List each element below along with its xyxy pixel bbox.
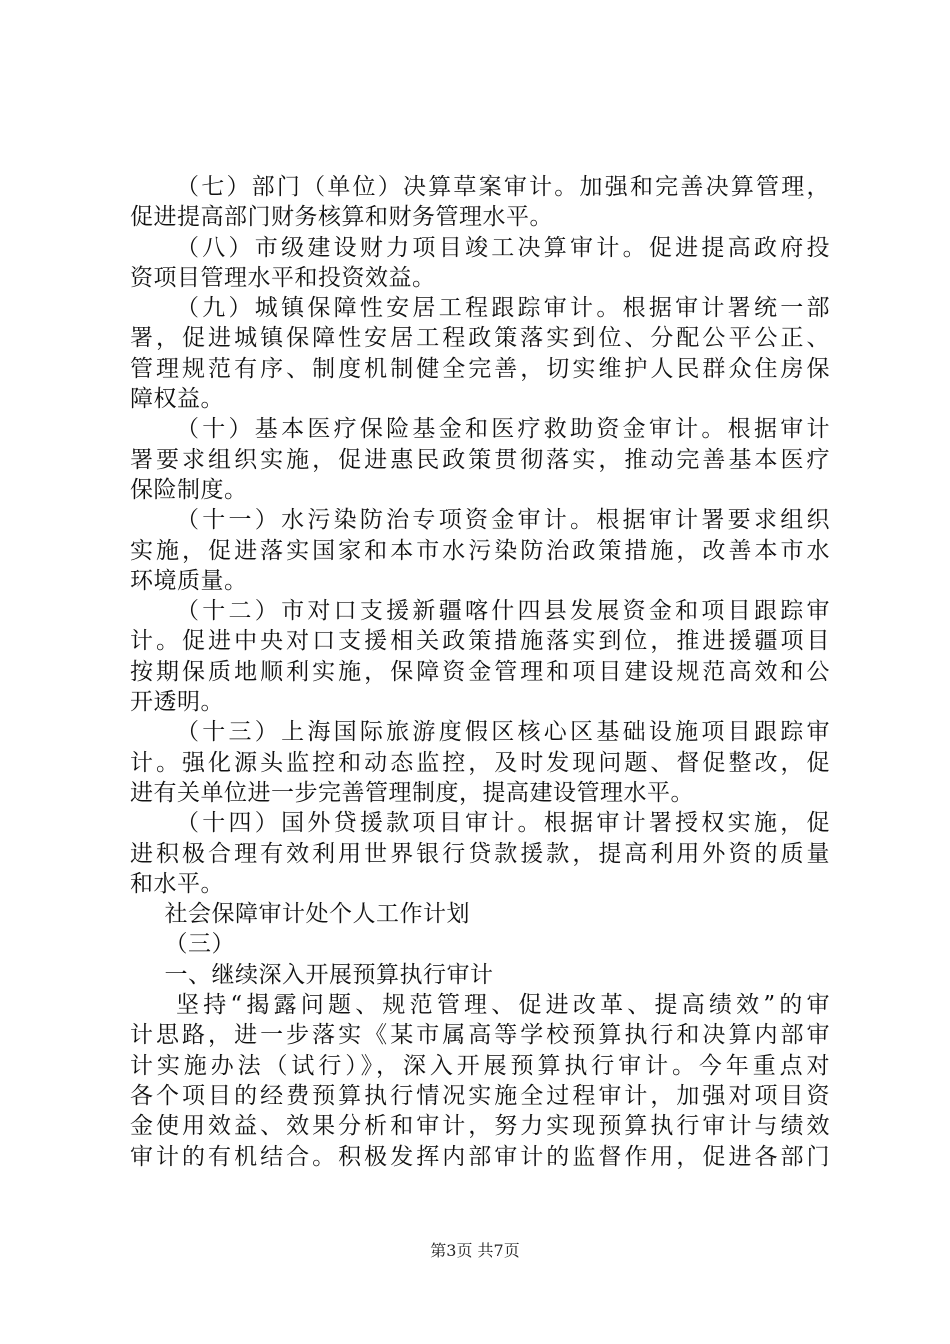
text-line: 计。强化源头监控和动态监控，及时发现问题、督促整改，促	[130, 749, 830, 776]
text-line: 审计的有机结合。积极发挥内部审计的监督作用，促进各部门	[130, 1143, 830, 1170]
text-line: 各个项目的经费预算执行情况实施全过程审计，加强对项目资	[130, 1082, 830, 1109]
document-body	[130, 172, 830, 1172]
text-line: 和水平。	[130, 870, 224, 897]
text-line: （十二）市对口支援新疆喀什四县发展资金和项目跟踪审	[176, 598, 830, 625]
text-line: 资项目管理水平和投资效益。	[130, 264, 436, 291]
text-line: 进有关单位进一步完善管理制度，提高建设管理水平。	[130, 779, 694, 806]
text-line: （三）	[164, 931, 235, 958]
text-line: 金使用效益、效果分析和审计，努力实现预算执行审计与绩效	[130, 1113, 830, 1140]
text-line: （十四）国外贷援款项目审计。根据审计署授权实施，促	[176, 810, 830, 837]
text-line: 管理规范有序、制度机制健全完善，切实维护人民群众住房保	[130, 355, 830, 382]
text-line: 署要求组织实施，促进惠民政策贯彻落实，推动完善基本医疗	[130, 446, 830, 473]
text-line: （九）城镇保障性安居工程跟踪审计。根据审计署统一部	[176, 295, 830, 322]
text-line: 一、继续深入开展预算执行审计	[164, 961, 494, 988]
text-line: 进积极合理有效利用世界银行贷款援款，提高利用外资的质量	[130, 840, 830, 867]
text-line: （十三）上海国际旅游度假区核心区基础设施项目跟踪审	[176, 719, 830, 746]
text-line: 按期保质地顺利实施，保障资金管理和项目建设规范高效和公	[130, 658, 830, 685]
text-line: 保险制度。	[130, 476, 248, 503]
text-line: 实施，促进落实国家和本市水污染防治政策措施，改善本市水	[130, 537, 830, 564]
text-line: 环境质量。	[130, 567, 248, 594]
text-line: 障权益。	[130, 386, 224, 413]
text-line: 署，促进城镇保障性安居工程政策落实到位、分配公平公正、	[130, 325, 830, 352]
text-line: 计思路，进一步落实《某市属高等学校预算执行和决算内部审	[130, 1022, 830, 1049]
text-line: （八）市级建设财力项目竣工决算审计。促进提高政府投	[176, 234, 830, 261]
text-line: 开透明。	[130, 689, 224, 716]
page-footer: 第3页 共7页	[430, 1241, 520, 1260]
text-line: （十一）水污染防治专项资金审计。根据审计署要求组织	[176, 507, 830, 534]
text-line: 社会保障审计处个人工作计划	[164, 901, 470, 928]
text-line: 计。促进中央对口支援相关政策措施落实到位，推进援疆项目	[130, 628, 830, 655]
text-line: 坚持“揭露问题、规范管理、促进改革、提高绩效”的审	[176, 992, 830, 1019]
text-line: （十）基本医疗保险基金和医疗救助资金审计。根据审计	[176, 416, 830, 443]
text-line: 促进提高部门财务核算和财务管理水平。	[130, 204, 553, 231]
text-line: （七）部门（单位）决算草案审计。加强和完善决算管理，	[176, 174, 830, 200]
text-line: 计实施办法（试行）》，深入开展预算执行审计。今年重点对	[130, 1052, 830, 1079]
